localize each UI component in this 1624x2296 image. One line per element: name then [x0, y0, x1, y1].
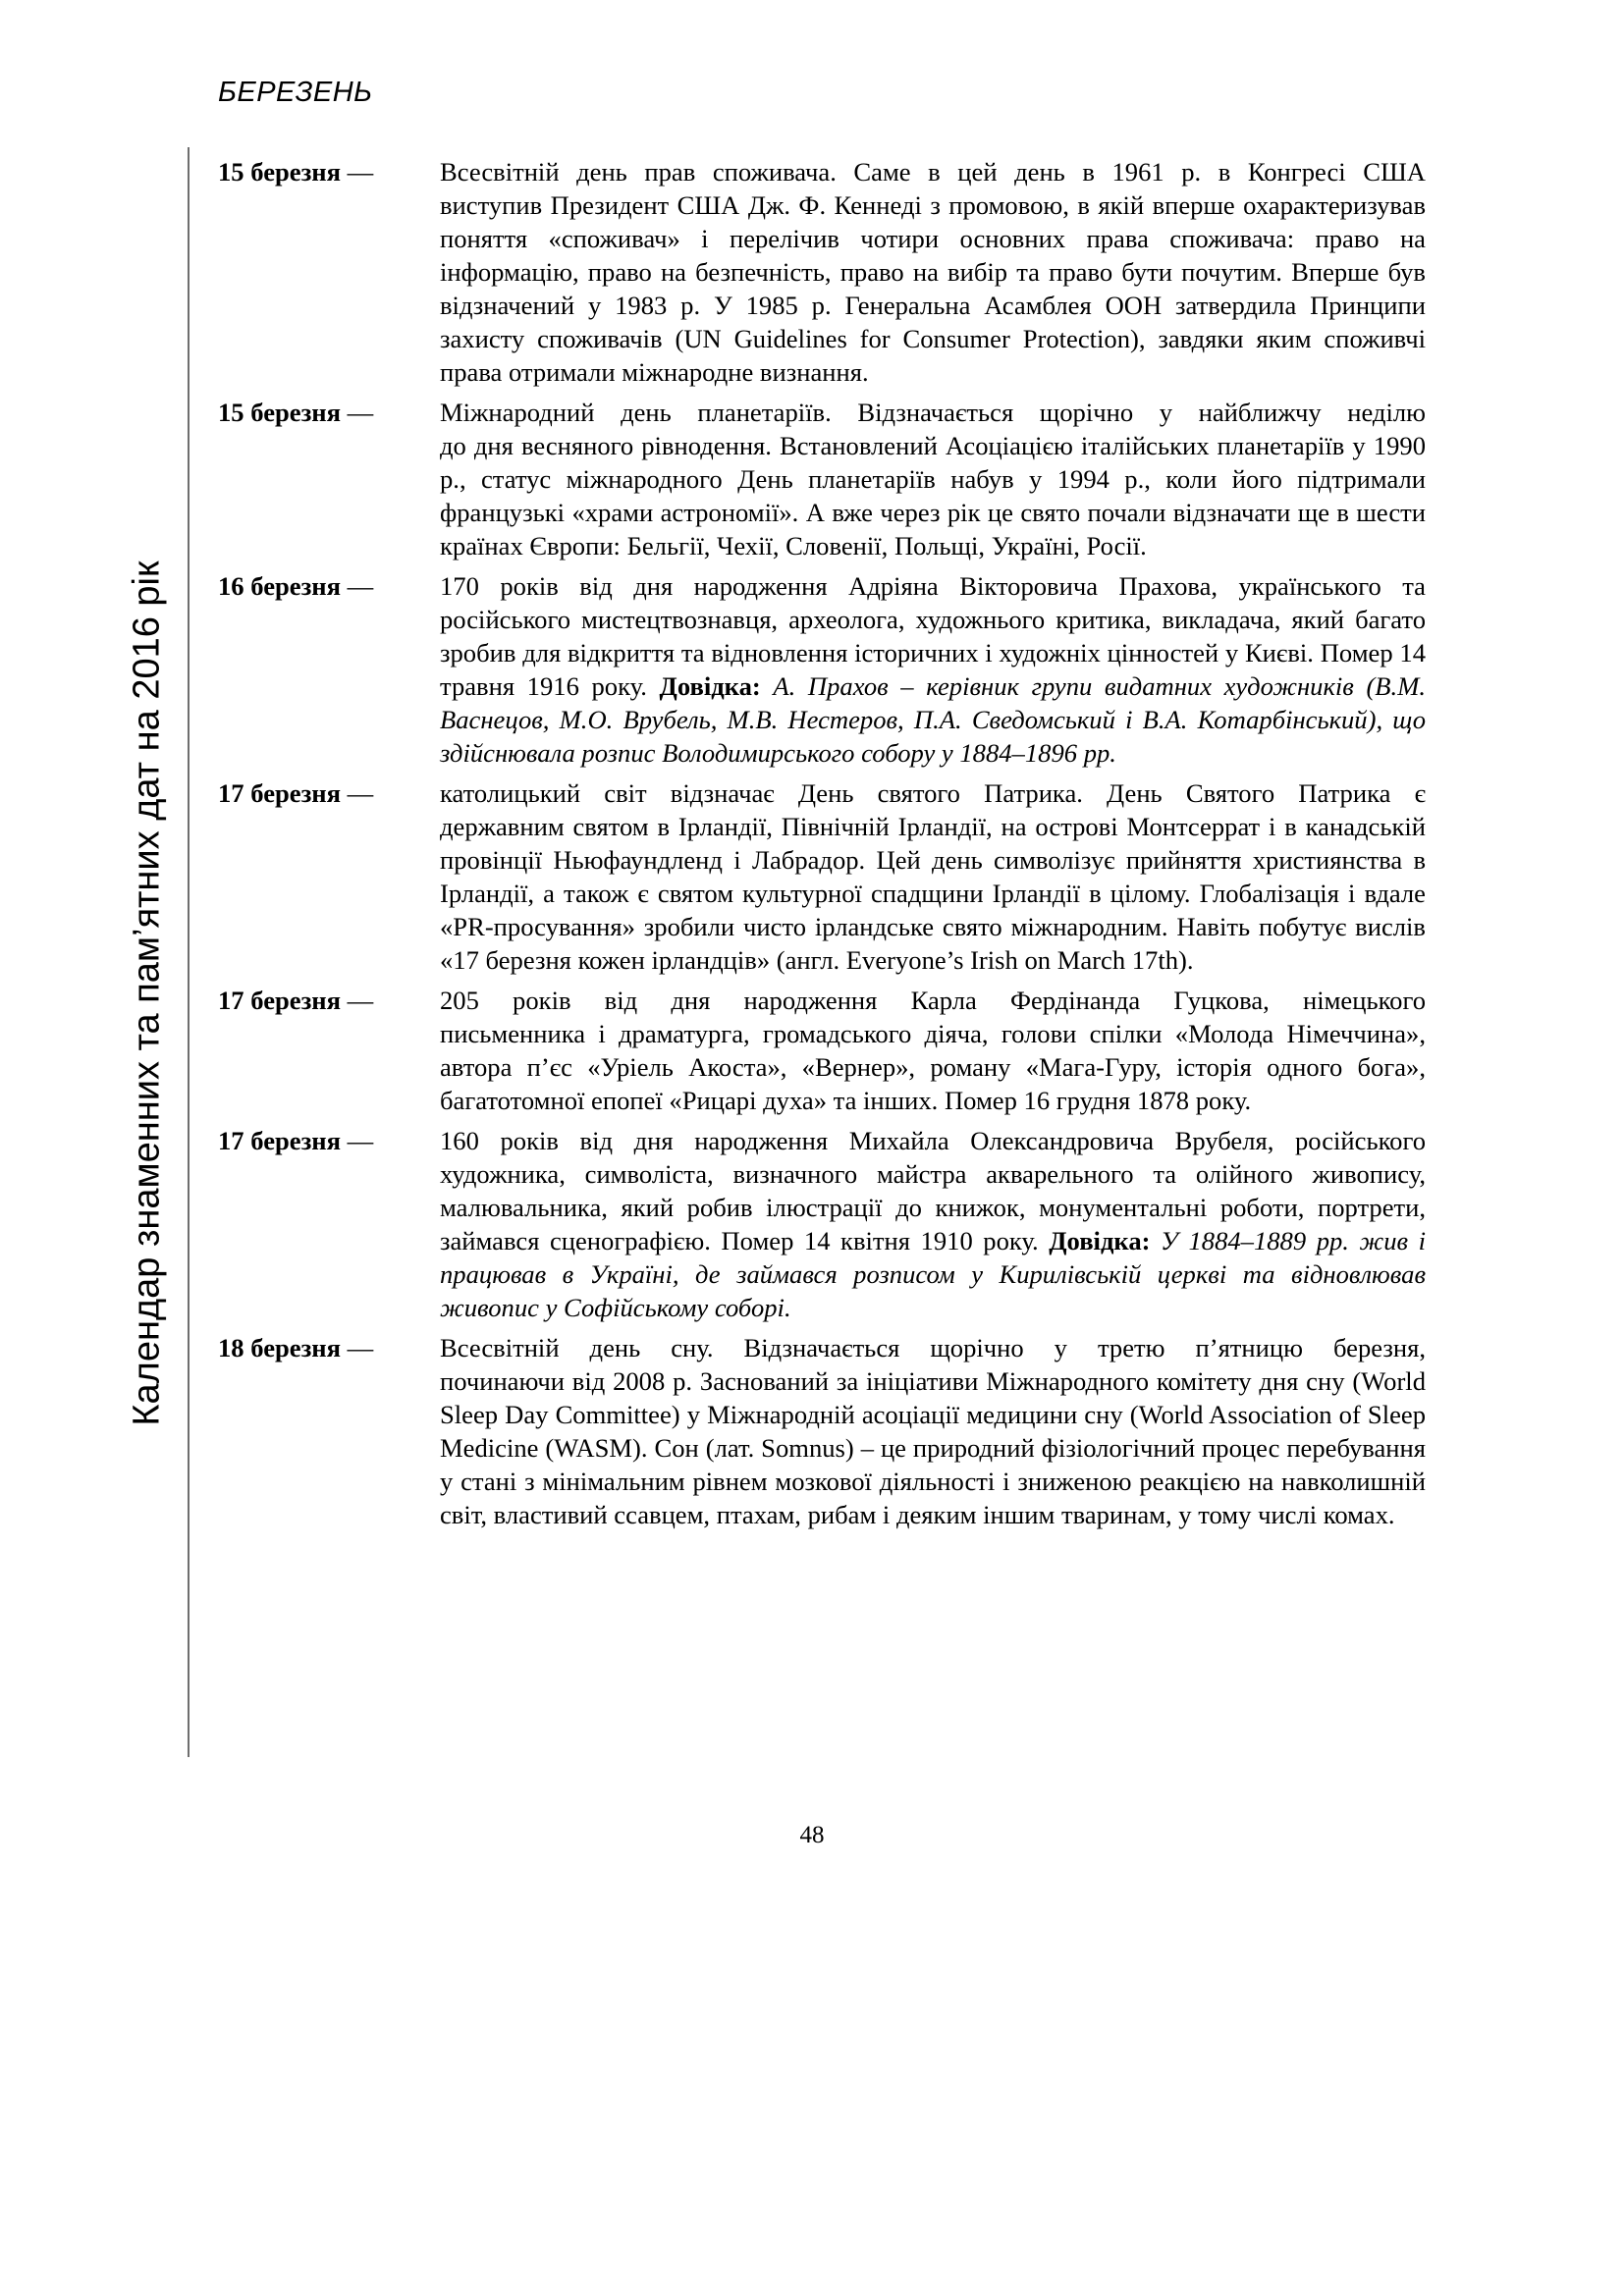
- calendar-entry: [218, 984, 1426, 1117]
- entry-text-first-line: Міжнародний день планетаріїв. Відзначається щорічно у найближчу неділю: [440, 398, 1426, 427]
- entry-text: письменника і драматурга, громадського діяча, голови спілки «Молода Німеччина», автора п’єс «Уріель Акоста», «Вернер», роману «Мага-Гуру, історія одного бога», багатотомної епопеї «Рицарі духа» та інших. Помер 16 грудня 1878 року.: [440, 1019, 1426, 1115]
- entry-text: державним святом в Ірландії, Північній Ірландії, на острові Монтсеррат і в канадській провінції Ньюфаундленд і Лабрадор. Цей день символізує прийняття християнства в Ірландії, а також є святом культурної спадщини Ірландії в цілому. Глобалізація і вдале «PR-просування» зробили чисто ірландське свято міжнародним. Навіть побутує вислів «17 березня кожен ірландців» (англ. Everyone’s Irish on March 17th).: [440, 812, 1426, 975]
- entry-date: 15 березня —: [218, 157, 374, 187]
- entry-date: 17 березня —: [218, 778, 374, 808]
- section-header: БЕРЕЗЕНЬ: [218, 77, 373, 108]
- entry-text-first-line: 160 років від дня народження Михайла Олександровича Врубеля, російського: [440, 1126, 1426, 1155]
- margin-rule: [188, 147, 189, 1757]
- entry-text-first-line: католицький світ відзначає День святого Патрика. День Святого Патрика є: [440, 778, 1426, 808]
- calendar-entry: [218, 396, 1426, 562]
- calendar-entries: [218, 155, 1426, 1538]
- note-text: А. Прахов – керівник групи видатних художників (В.М. Васнецов, М.О. Врубель, М.В. Нестеров, П.А. Сведомський і В.А. Котарбінський), що здійснювала розпис Володимирського собору у 1884–1896 рр.: [440, 671, 1426, 768]
- calendar-entry: [218, 1124, 1426, 1324]
- entry-text-first-line: Всесвітній день сну. Відзначається щорічно у третю п’ятницю березня,: [440, 1333, 1426, 1362]
- entry-text-first-line: Всесвітній день прав споживача. Саме в цей день в 1961 р. в Конгресі США: [440, 157, 1426, 187]
- entry-text-first-line: 170 років від дня народження Адріяна Вікторовича Прахова, українського та: [440, 571, 1426, 601]
- entry-text: починаючи від 2008 р. Заснований за ініціативи Міжнародного комітету дня сну (World Sleep Day Committee) у Міжнародній асоціації медицини сну (World Association of Sleep Medicine (WASM). Сон (лат. Somnus) – це природний фізіологічний процес перебування у стані з мінімальним рівнем мозкової діяльності і зниженою реакцією на навколишній світ, властивий ссавцем, птахам, рибам і деяким іншим тваринам, у тому числі комах.: [440, 1366, 1426, 1529]
- note-text: У 1884–1889 рр. жив і працював в Україні, де займався розписом у Кирилівській церкві та відновлював живопис у Софійському соборі.: [440, 1226, 1426, 1322]
- calendar-entry: [218, 155, 1426, 389]
- page-number: 48: [799, 1822, 825, 1848]
- calendar-entry: [218, 1331, 1426, 1531]
- entry-text: російського мистецтвознавця, археолога, художнього критика, викладача, який багато зробив для відкриття та відновлення історичних і художніх цінностей у Києві. Помер 14 травня 1916 року. Довідка: А. Прахов – керівник групи видатних художників (В.М. Васнецов, М.О. Врубель, М.В. Нестеров, П.А. Сведомський і В.А. Котарбінський), що здійснювала розпис Володимирського собору у 1884–1896 рр.: [440, 605, 1426, 768]
- entry-date: 17 березня —: [218, 1126, 374, 1155]
- entry-date: 17 березня —: [218, 986, 374, 1015]
- entry-date: 15 березня —: [218, 398, 374, 427]
- calendar-entry: [218, 776, 1426, 977]
- entry-date: 16 березня —: [218, 571, 374, 601]
- entry-text-first-line: 205 років від дня народження Карла Фердінанда Гуцкова, німецького: [440, 986, 1426, 1015]
- note-label: Довідка:: [1049, 1226, 1151, 1255]
- entry-date: 18 березня —: [218, 1333, 374, 1362]
- calendar-entry: [218, 569, 1426, 770]
- entry-text: виступив Президент США Дж. Ф. Кеннеді з промовою, в якій вперше охарактеризував поняття «споживач» і перелічив чотири основних права споживача: право на інформацію, право на безпечність, право на вибір та право бути почутим. Вперше був відзначений у 1983 р. У 1985 р. Генеральна Асамблея ООН затвердила Принципи захисту споживачів (UN Guidelines for Consumer Protection), завдяки яким споживчі права отримали міжнародне визнання.: [440, 190, 1426, 387]
- entry-text: художника, символіста, визначного майстра акварельного та олійного живопису, малювальника, який робив ілюстрації до книжок, монументальні роботи, портрети, займався сценографією. Помер 14 квітня 1910 року. Довідка: У 1884–1889 рр. жив і працював в Україні, де займався розписом у Кирилівській церкві та відновлював живопис у Софійському соборі.: [440, 1159, 1426, 1322]
- note-label: Довідка:: [659, 671, 761, 701]
- vertical-book-title: Календар знаменних та пам’ятних дат на 2016 рік: [126, 561, 168, 1426]
- entry-text: до дня весняного рівнодення. Встановлений Асоціацією італійських планетаріїв у 1990 р., статус міжнародного День планетаріїв набув у 1994 р., коли його підтримали французькі «храми астрономії». А вже через рік це свято почали відзначати ще в шести країнах Європи: Бельгії, Чехії, Словенії, Польщі, Україні, Росії.: [440, 431, 1426, 561]
